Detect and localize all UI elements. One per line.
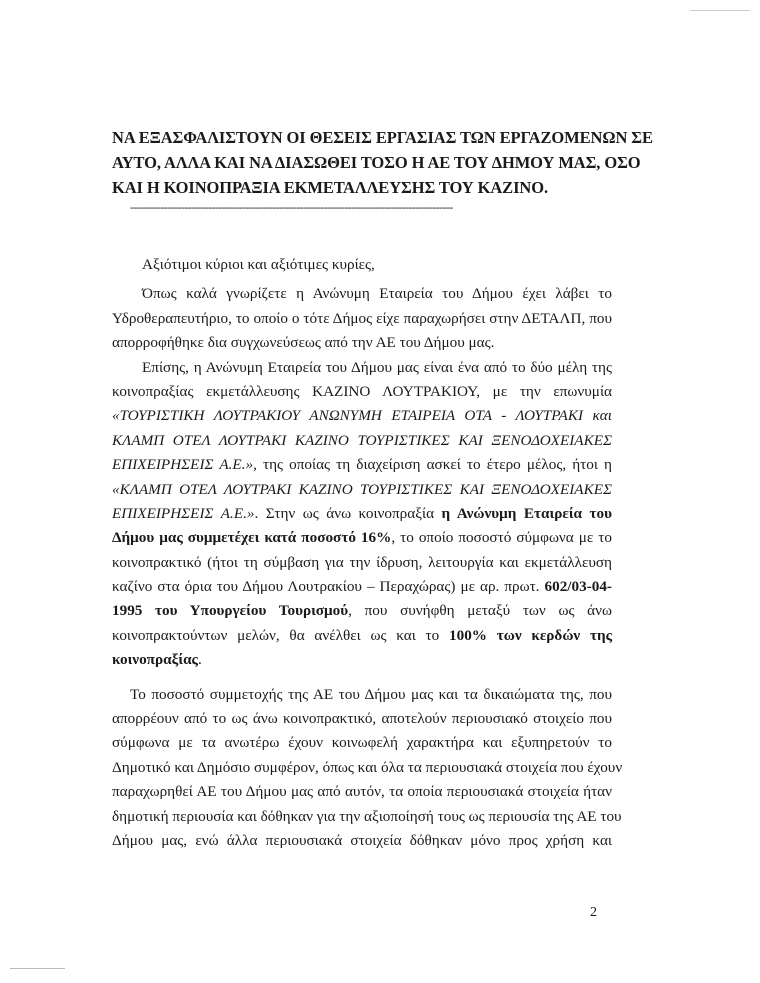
bold-text: Δήμου μας συμμετέχει κατά ποσοστό 16%: [112, 529, 392, 547]
scan-edge-mark: [10, 968, 65, 969]
company-name: ΚΛΑΜΠ ΟΤΕΛ ΛΟΥΤΡΑΚΙ ΚΑΖΙΝΟ ΤΟΥΡΙΣΤΙΚΕΣ ΚΑΙ ΞΕΝΟΔΟΧΕΙΑΚΕΣ: [112, 431, 612, 449]
text-line: [112, 526, 612, 550]
paragraph-2: [112, 356, 612, 673]
text-line: [112, 502, 612, 526]
text-run: .: [197, 651, 202, 669]
bold-text: 602/03-04-: [544, 578, 612, 596]
text-line: παραχωρηθεί ΑΕ του Δήμου μας από αυτόν, τα οποία περιουσιακά στοιχεία ήταν: [112, 783, 612, 801]
text-run: , της οποίας τη διαχείριση ασκεί το έτερο μέλος, ήτοι η: [253, 456, 612, 474]
heading-line: ΝΑ ΕΞΑΣΦΑΛΙΣΤΟΥΝ ΟΙ ΘΕΣΕΙΣ ΕΡΓΑΣΙΑΣ ΤΩΝ ΕΡΓΑΖΟΜΕΝΩΝ ΣΕ: [112, 128, 653, 147]
text-line: [112, 624, 612, 648]
heading-line: ΚΑΙ Η ΚΟΙΝΟΠΡΑΞΙΑ ΕΚΜΕΤΑΛΛΕΥΣΗΣ ΤΟΥ ΚΑΖΙΝΟ.: [112, 178, 548, 197]
text-line: κοινοπραξίας εκμετάλλευσης ΚΑΖΙΝΟ ΛΟΥΤΡΑΚΙΟΥ, με την επωνυμία: [112, 382, 612, 400]
bold-text: 100% των κερδών της: [449, 626, 612, 644]
text-run: , που συνήφθη μεταξύ των ως άνω: [348, 602, 612, 620]
paragraph-3: [112, 683, 623, 854]
company-name: ΕΠΙΧΕΙΡΗΣΕΙΣ Α.Ε.»: [112, 456, 254, 474]
text-run: . Στην ως άνω κοινοπραξία: [254, 504, 442, 522]
text-run: κοινοπρακτούντων μελών, θα ανέλθει ως και το: [112, 626, 450, 644]
text-line: [112, 478, 612, 502]
greeting: Αξιότιμοι κύριοι και αξιότιμες κυρίες,: [142, 256, 375, 273]
scan-edge-mark: [690, 10, 750, 11]
dashed-separator: -----------------------------------------------------------------------------------------------: [130, 200, 453, 214]
bold-text: η Ανώνυμη Εταιρεία του: [441, 504, 612, 522]
text-line: σύμφωνα με τα ανωτέρω έχουν κοινωφελή χαρακτήρα και εξυπηρετούν το: [112, 734, 612, 752]
company-name: «ΚΛΑΜΠ ΟΤΕΛ ΛΟΥΤΡΑΚΙ ΚΑΖΙΝΟ ΤΟΥΡΙΣΤΙΚΕΣ ΚΑΙ ΞΕΝΟΔΟΧΕΙΑΚΕΣ: [112, 480, 612, 498]
paragraph-1: [112, 282, 612, 355]
text-line: Δημοτικό και Δημόσιο συμφέρον, όπως και όλα τα περιουσιακά στοιχεία που έχουν: [112, 758, 623, 776]
text-line: δημοτική περιουσία και δόθηκαν για την αξιοποίησή τους ως περιουσία της ΑΕ του: [112, 807, 622, 825]
company-name: ΕΠΙΧΕΙΡΗΣΕΙΣ Α.Ε.»: [112, 504, 255, 522]
text-line: [112, 453, 612, 477]
text-line: Δήμου μας, ενώ άλλα περιουσιακά στοιχεία δόθηκαν μόνο προς χρήση και: [112, 832, 612, 849]
company-name: «ΤΟΥΡΙΣΤΙΚΗ ΛΟΥΤΡΑΚΙΟΥ ΑΝΩΝΥΜΗ ΕΤΑΙΡΕΙΑ ΟΤΑ - ΛΟΥΤΡΑΚΙ και: [112, 407, 612, 425]
text-line: απορροφήθηκε δια συγχωνεύσεως από την ΑΕ του Δήμου μας.: [112, 334, 495, 352]
document-heading: [112, 125, 653, 200]
body-text: [112, 253, 623, 853]
text-line: [112, 648, 612, 672]
text-line: Το ποσοστό συμμετοχής της ΑΕ του Δήμου μας και τα δικαιώματα της, που: [130, 685, 612, 703]
text-line: Όπως καλά γνωρίζετε η Ανώνυμη Εταιρεία του Δήμου έχει λάβει το: [142, 285, 612, 303]
bold-text: κοινοπραξίας: [112, 651, 198, 669]
text-line: απορρέουν από το ως άνω κοινοπρακτικό, αποτελούν περιουσιακό στοιχείο που: [112, 710, 612, 728]
text-line: [112, 429, 612, 453]
bold-text: 1995 του Υπουργείου Τουρισμού: [112, 602, 349, 620]
text-line: κοινοπρακτικό (ήτοι τη σύμβαση για την ίδρυση, λειτουργία και εκμετάλλευση: [112, 553, 612, 571]
text-line: [112, 404, 612, 428]
page-number: 2: [590, 905, 597, 920]
text-line: [112, 599, 612, 623]
text-run: καζίνο στα όρια του Δήμου Λουτρακίου – Περαχώρας) με αρ. πρωτ.: [112, 578, 545, 596]
text-run: , το οποίο ποσοστό σύμφωνα με το: [391, 529, 613, 547]
heading-line: ΑΥΤΟ, ΑΛΛΑ ΚΑΙ ΝΑ ΔΙΑΣΩΘΕΙ ΤΟΣΟ Η ΑΕ ΤΟΥ ΔΗΜΟΥ ΜΑΣ, ΟΣΟ: [112, 153, 641, 172]
text-line: Επίσης, η Ανώνυμη Εταιρεία του Δήμου μας είναι ένα από το δύο μέλη της: [142, 358, 612, 376]
text-line: [112, 575, 612, 599]
text-line: Υδροθεραπευτήριο, το οποίο ο τότε Δήμος είχε παραχωρήσει στην ΔΕΤΑΛΠ, που: [112, 309, 612, 327]
